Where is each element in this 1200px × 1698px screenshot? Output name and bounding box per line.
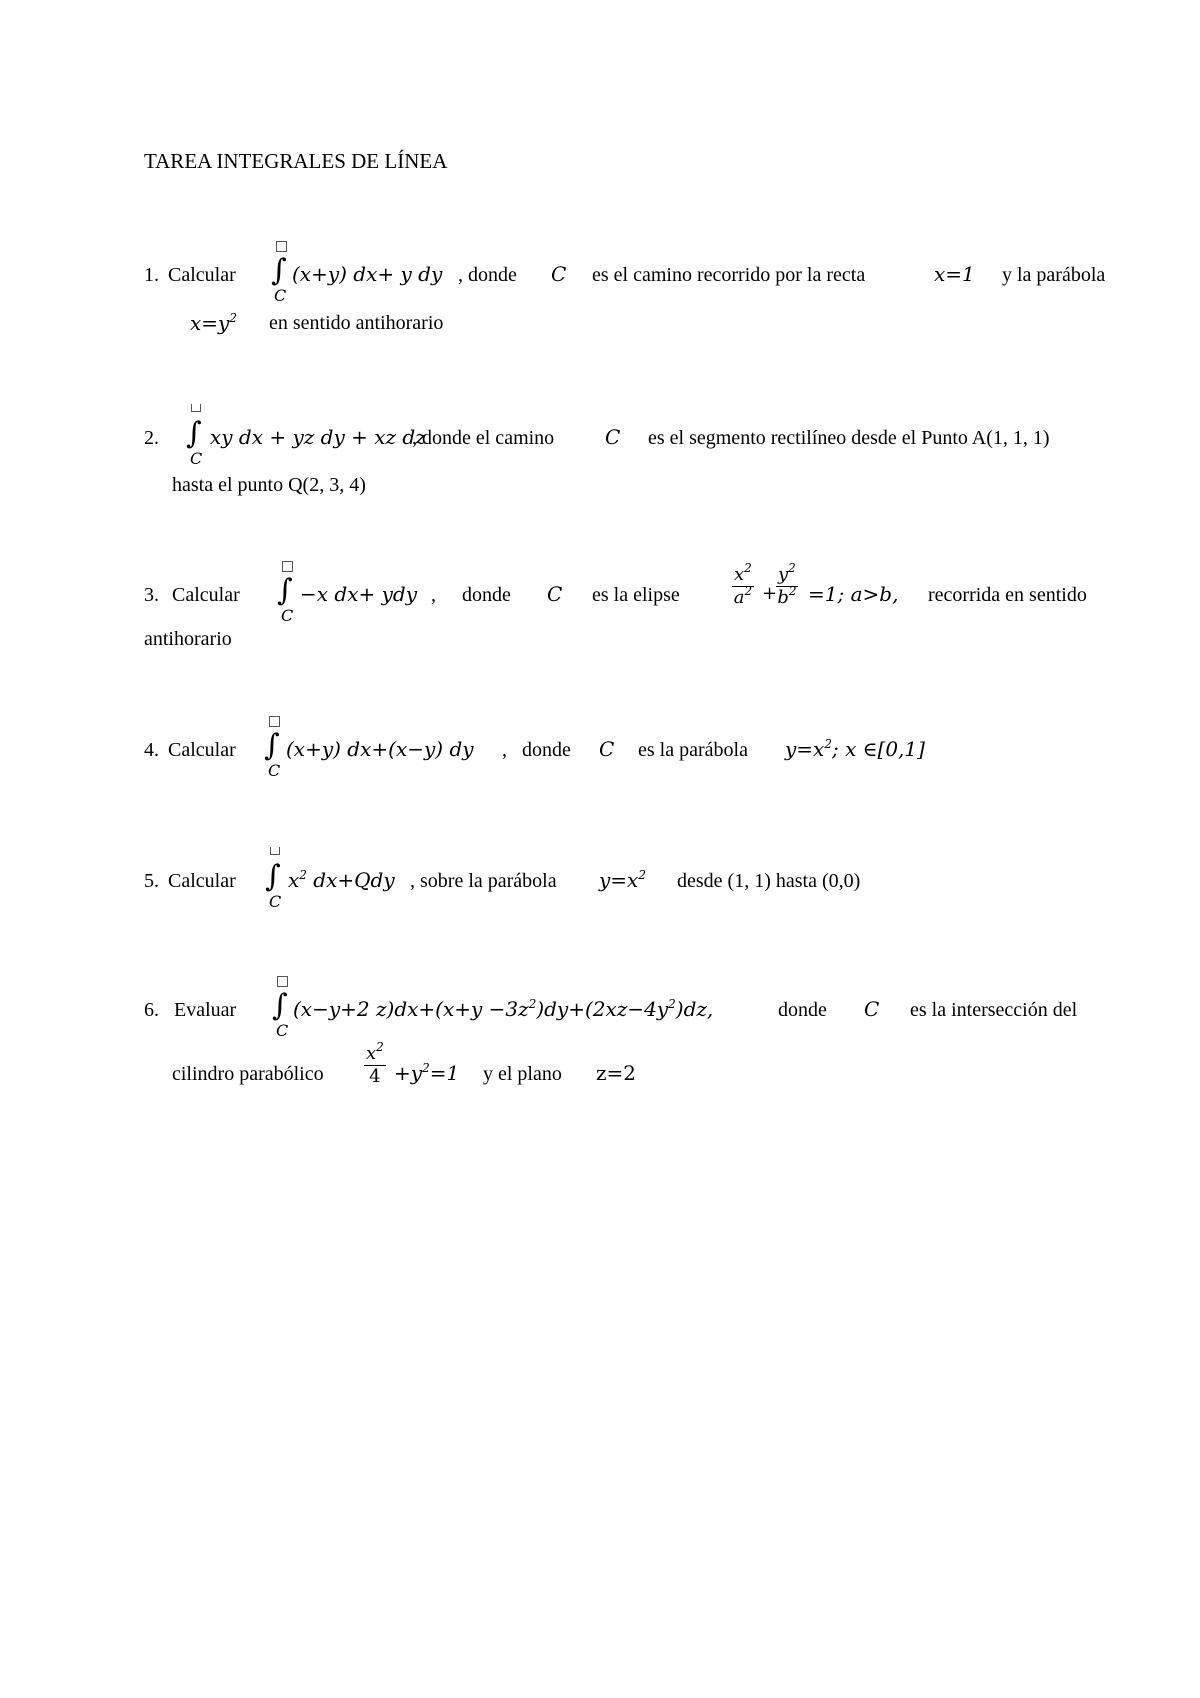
integral-circle-marker <box>282 561 293 572</box>
integrand: xy dx + yz dy + xz dz <box>210 425 426 449</box>
integral-sign: ∫ <box>272 988 288 1023</box>
ellipse-equation: =1; a>b, <box>808 582 899 606</box>
problem-number: 2. <box>144 427 159 449</box>
integral-lower-limit: C <box>276 1021 289 1040</box>
parabola-equation: $y=x^2$; x ∈[0,1] <box>785 737 925 761</box>
integral-lower-limit: C <box>274 286 287 305</box>
integral-sign: ∫ <box>277 573 293 608</box>
problem-number: 1. <box>144 264 159 286</box>
problem-text: es la parábola <box>638 739 748 761</box>
problem-number: 3. <box>144 584 159 606</box>
document-title: TAREA INTEGRALES DE LÍNEA <box>144 149 448 173</box>
problem-number: 4. <box>144 739 159 761</box>
plus-sign: + <box>762 583 778 604</box>
integrand: $x^2$ dx+Qdy <box>288 868 395 892</box>
line-equation: x=1 <box>934 262 975 286</box>
integral-sign: ∫ <box>271 253 287 288</box>
integral-sign: ∫ <box>186 416 202 451</box>
integral-lower-limit: C <box>268 761 281 780</box>
problem-text: es el camino recorrido por la recta <box>592 264 866 286</box>
integrand: (x+y) dx+(x−y) dy <box>286 737 474 761</box>
problem-text: hasta el punto Q(2, 3, 4) <box>172 474 366 496</box>
integrand: −x dx+ ydy <box>300 582 417 606</box>
problem-text: en sentido antihorario <box>269 312 444 334</box>
integral-open-marker <box>270 847 280 855</box>
connector-text: donde <box>778 999 827 1021</box>
ellipse-fraction-y: $\frac{y^2}{b^2}$ <box>777 561 797 608</box>
cylinder-fraction: $\frac{x^2}{4}$ <box>366 1040 384 1087</box>
integral-lower-limit: C <box>281 606 294 625</box>
problem-number: 6. <box>144 999 159 1021</box>
connector-text: , donde el camino <box>412 427 555 449</box>
integral-lower-limit: C <box>190 449 203 468</box>
connector-text: donde <box>462 584 511 606</box>
connector-text: , <box>431 584 436 606</box>
curve-symbol: C <box>864 997 880 1021</box>
problem-text: desde (1, 1) hasta (0,0) <box>677 870 861 892</box>
problem-verb: Calcular <box>172 584 240 606</box>
plane-equation: z=2 <box>596 1061 637 1085</box>
integrand: (x−y+2 $z)dx+(x+y -3z^2)dy+(2xz-4y^2)dz$, <box>293 997 714 1021</box>
integral-sign: ∫ <box>264 728 280 763</box>
problem-verb: Calcular <box>168 739 236 761</box>
problem-text: recorrida en sentido <box>928 584 1087 606</box>
problem-text: y el plano <box>483 1063 562 1085</box>
problem-verb: Evaluar <box>174 999 237 1021</box>
integral-circle-marker <box>277 976 288 987</box>
integral-open-marker <box>191 404 201 412</box>
connector-text: , donde <box>458 264 517 286</box>
problem-verb: Calcular <box>168 264 236 286</box>
problem-text: es el segmento rectilíneo desde el Punto A(1, 1, 1) <box>648 427 1050 449</box>
integral-circle-marker <box>269 716 280 727</box>
problem-text: , sobre la parábola <box>410 870 557 892</box>
problem-text: cilindro parabólico <box>172 1063 324 1085</box>
connector-text: , <box>502 739 507 761</box>
parabola-equation: $y=x^2$ <box>599 868 646 892</box>
problem-verb: Calcular <box>168 870 236 892</box>
problem-text: es la intersección del <box>910 999 1078 1021</box>
integrand: (x+y) dx+ y dy <box>292 262 443 286</box>
connector-text: donde <box>522 739 571 761</box>
problem-number: 5. <box>144 870 159 892</box>
parabola-equation: $x=y^2$ <box>190 311 237 335</box>
cylinder-equation: $+y^2=1$ <box>394 1061 460 1085</box>
integral-sign: ∫ <box>265 859 281 894</box>
curve-symbol: C <box>547 582 563 606</box>
curve-symbol: C <box>551 262 567 286</box>
problem-text: antihorario <box>144 628 232 650</box>
problem-text: y la parábola <box>1002 264 1106 286</box>
curve-symbol: C <box>605 425 621 449</box>
curve-symbol: C <box>599 737 615 761</box>
integral-lower-limit: C <box>269 892 282 911</box>
ellipse-fraction-x: $\frac{x^2}{a^2}$ <box>733 561 753 608</box>
integral-circle-marker <box>276 241 287 252</box>
problem-text: es la elipse <box>592 584 680 606</box>
